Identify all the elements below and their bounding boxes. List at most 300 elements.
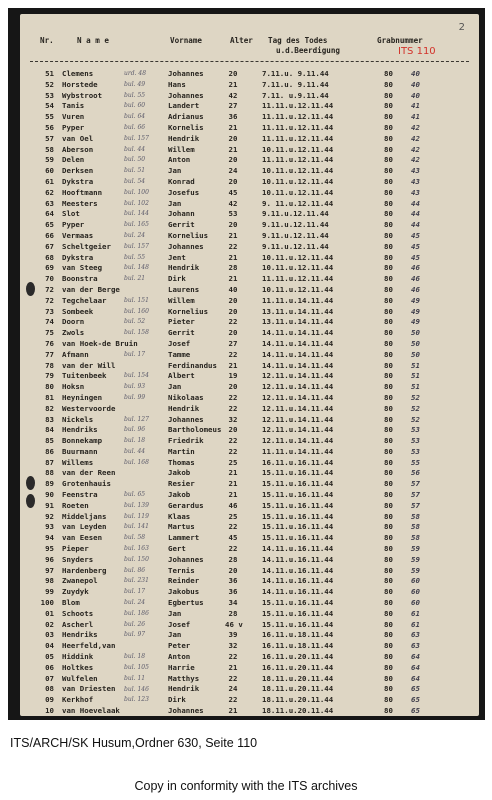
row-first-name: Kornelis xyxy=(168,122,204,132)
row-handwritten-note: bul. 54 xyxy=(124,177,146,185)
table-row xyxy=(20,576,479,587)
row-number: 09 xyxy=(45,695,54,705)
row-grave-section: 80 xyxy=(384,706,393,716)
table-row xyxy=(20,684,479,695)
row-handwritten-note: bul. 96 xyxy=(124,426,146,434)
row-first-name: Jent xyxy=(168,252,186,262)
row-age: 22 xyxy=(228,544,238,554)
row-number: 08 xyxy=(45,684,54,694)
row-number: 61 xyxy=(45,176,54,186)
row-death-burial-date: 12.11.u.14.11.44 xyxy=(262,414,334,424)
row-number: 74 xyxy=(45,317,54,327)
row-handwritten-note: bul. 157 xyxy=(124,242,149,250)
row-handwritten-note: bul. 99 xyxy=(124,393,146,401)
row-age: 21 xyxy=(228,252,238,262)
table-row xyxy=(20,393,479,404)
row-number: 96 xyxy=(45,554,54,564)
table-row xyxy=(20,145,479,156)
row-death-burial-date: 14.11.u.14.11.44 xyxy=(262,360,334,370)
row-age: 20 xyxy=(228,565,238,575)
row-death-burial-date: 12.11.u.14.11.44 xyxy=(262,371,334,381)
row-grave-number: 52 xyxy=(411,392,420,402)
row-grave-number: 60 xyxy=(411,598,420,608)
row-surname: Delen xyxy=(62,155,85,165)
row-number: 87 xyxy=(45,457,54,467)
row-grave-section: 80 xyxy=(384,274,393,284)
row-grave-number: 59 xyxy=(411,554,420,564)
row-grave-section: 80 xyxy=(384,533,393,543)
row-first-name: Dirk xyxy=(168,274,186,284)
document-scan xyxy=(8,8,485,720)
row-handwritten-note: bul. 97 xyxy=(124,631,146,639)
row-first-name: Landert xyxy=(168,101,200,111)
row-age: 34 xyxy=(228,598,238,608)
row-first-name: Ternis xyxy=(168,565,195,575)
row-death-burial-date: 14.11.u.14.11.44 xyxy=(262,349,334,359)
row-death-burial-date: 11.11.u.12.11.44 xyxy=(262,101,334,111)
row-surname: Hendriks xyxy=(62,630,98,640)
row-grave-number: 46 xyxy=(411,284,420,294)
column-tag-line1: Tag des Todes xyxy=(268,36,328,45)
row-grave-number: 42 xyxy=(411,155,420,165)
row-first-name: Kornelius xyxy=(168,230,209,240)
row-grave-number: 58 xyxy=(411,522,420,532)
row-surname: Westervoorde xyxy=(62,403,116,413)
row-surname: Doorn xyxy=(62,317,85,327)
row-handwritten-note: urd. 48 xyxy=(124,70,147,77)
row-surname: van Eesen xyxy=(62,533,103,543)
row-handwritten-note: bul. 165 xyxy=(124,221,149,229)
row-number: 68 xyxy=(45,252,54,262)
row-first-name: Reinder xyxy=(168,576,200,586)
row-grave-number: 57 xyxy=(411,479,420,489)
row-handwritten-note: bul. 24 xyxy=(124,231,146,239)
row-number: 03 xyxy=(45,630,54,640)
row-number: 72 xyxy=(45,284,54,294)
row-surname: Pyper xyxy=(62,220,85,230)
row-grave-section: 80 xyxy=(384,360,393,370)
row-surname: van der Reen xyxy=(62,468,116,478)
table-row xyxy=(20,242,479,253)
row-age: 21 xyxy=(228,468,238,478)
row-death-burial-date: 12.11.u.14.11.44 xyxy=(262,436,334,446)
row-death-burial-date: 14.11.u.16.11.44 xyxy=(262,565,334,575)
column-alter: Alter xyxy=(230,36,253,45)
row-grave-section: 80 xyxy=(384,166,393,176)
row-grave-section: 80 xyxy=(384,252,393,262)
row-age: 22 xyxy=(228,673,238,683)
table-row xyxy=(20,501,479,512)
row-surname: Heyningen xyxy=(62,392,103,402)
row-grave-section: 80 xyxy=(384,155,393,165)
row-grave-number: 64 xyxy=(411,652,420,662)
row-number: 92 xyxy=(45,511,54,521)
row-age: 22 xyxy=(228,695,238,705)
row-grave-number: 60 xyxy=(411,576,420,586)
archive-caption: ITS/ARCH/SK Husum,Ordner 630, Seite 110 xyxy=(10,736,258,750)
row-number: 84 xyxy=(45,425,54,435)
row-death-burial-date: 10.11.u.12.11.44 xyxy=(262,166,334,176)
row-grave-number: 56 xyxy=(411,468,420,478)
row-number: 10 xyxy=(45,706,54,716)
row-death-burial-date: 18.11.u.20.11.44 xyxy=(262,684,334,694)
table-row xyxy=(20,371,479,382)
row-number: 75 xyxy=(45,328,54,338)
row-number: 91 xyxy=(45,500,54,510)
handwritten-footnote: bul. 146 xyxy=(124,686,149,693)
row-grave-section: 80 xyxy=(384,90,393,100)
row-first-name: Johannes xyxy=(168,90,204,100)
row-number: 100 xyxy=(40,598,54,608)
row-first-name: Nikolaas xyxy=(168,392,204,402)
row-age: 22 xyxy=(228,403,238,413)
row-surname: Willems xyxy=(62,457,94,467)
row-grave-number: 64 xyxy=(411,673,420,683)
row-death-burial-date: 10.11.u.12.11.44 xyxy=(262,187,334,197)
table-row xyxy=(20,209,479,220)
row-grave-section: 80 xyxy=(384,522,393,532)
row-death-burial-date: 13.11.u.14.11.44 xyxy=(262,306,334,316)
row-grave-number: 45 xyxy=(411,230,420,240)
row-grave-section: 80 xyxy=(384,101,393,111)
row-first-name: Ferdinandus xyxy=(168,360,217,370)
row-grave-section: 80 xyxy=(384,220,393,230)
row-surname: Ascherl xyxy=(62,619,94,629)
row-number: 83 xyxy=(45,414,54,424)
row-handwritten-note: bul. 55 xyxy=(124,253,146,261)
row-number: 59 xyxy=(45,155,54,165)
row-number: 78 xyxy=(45,360,54,370)
row-surname: Scheltgeier xyxy=(62,241,111,251)
row-surname: van Leyden xyxy=(62,522,107,532)
row-number: 85 xyxy=(45,436,54,446)
row-death-burial-date: 7.11.u. 9.11.44 xyxy=(262,79,329,89)
row-number: 55 xyxy=(45,112,54,122)
table-row xyxy=(20,447,479,458)
row-death-burial-date: 9.11.u.12.11.44 xyxy=(262,209,329,219)
row-age: 22 xyxy=(228,436,238,446)
table-row xyxy=(20,134,479,145)
row-first-name: Johannes xyxy=(168,414,204,424)
row-grave-section: 80 xyxy=(384,619,393,629)
row-number: 95 xyxy=(45,544,54,554)
row-grave-section: 80 xyxy=(384,436,393,446)
table-row xyxy=(20,220,479,231)
row-handwritten-note: bul. 21 xyxy=(124,275,146,283)
row-grave-section: 80 xyxy=(384,187,393,197)
row-grave-section: 80 xyxy=(384,198,393,208)
row-age: 32 xyxy=(228,414,238,424)
row-death-burial-date: 14.11.u.16.11.44 xyxy=(262,544,334,554)
row-surname: Wybstroot xyxy=(62,90,103,100)
row-age: 42 xyxy=(228,198,238,208)
row-number: 02 xyxy=(45,619,54,629)
row-death-burial-date: 15.11.u.16.11.44 xyxy=(262,608,334,618)
row-number: 53 xyxy=(45,90,54,100)
row-first-name: Anton xyxy=(168,652,191,662)
row-grave-number: 49 xyxy=(411,295,420,305)
row-number: 62 xyxy=(45,187,54,197)
row-number: 63 xyxy=(45,198,54,208)
row-grave-number: 43 xyxy=(411,187,420,197)
row-handwritten-note: bul. 26 xyxy=(124,620,146,628)
row-age: 25 xyxy=(228,457,238,467)
row-grave-section: 80 xyxy=(384,490,393,500)
row-first-name: Gerrit xyxy=(168,220,195,230)
row-grave-section: 80 xyxy=(384,112,393,122)
row-death-burial-date: 15.11.u.16.11.44 xyxy=(262,500,334,510)
row-death-burial-date: 11.11.u.12.11.44 xyxy=(262,112,334,122)
column-tag-line2: u.d.Beerdigung xyxy=(276,46,341,55)
row-grave-section: 80 xyxy=(384,133,393,143)
row-grave-number: 40 xyxy=(411,69,420,78)
row-surname: Zwanepol xyxy=(62,576,98,586)
row-number: 64 xyxy=(45,209,54,219)
table-row xyxy=(20,566,479,577)
row-grave-number: 44 xyxy=(411,220,420,230)
row-surname: Dykstra xyxy=(62,252,94,262)
row-grave-section: 80 xyxy=(384,144,393,154)
row-surname: Afmann xyxy=(62,349,89,359)
row-surname: Tegchelaar xyxy=(62,295,107,305)
row-age: 20 xyxy=(228,425,238,435)
row-age: 39 xyxy=(228,630,238,640)
row-death-burial-date: 11.11.u.14.11.44 xyxy=(262,446,334,456)
row-death-burial-date: 11.11.u.12.11.44 xyxy=(262,274,334,284)
row-first-name: Jakob xyxy=(168,490,191,500)
row-grave-number: 51 xyxy=(411,360,420,370)
row-grave-number: 60 xyxy=(411,587,420,597)
row-surname: van Hoevelaak xyxy=(62,706,120,716)
row-number: 56 xyxy=(45,122,54,132)
row-handwritten-note: bul. 186 xyxy=(124,609,149,617)
row-death-burial-date: 9.11.u.12.11.44 xyxy=(262,220,329,230)
row-number: 73 xyxy=(45,306,54,316)
row-first-name: Martin xyxy=(168,446,195,456)
row-first-name: Albert xyxy=(168,371,195,381)
row-first-name: Josef xyxy=(168,338,191,348)
table-row xyxy=(20,101,479,112)
row-age: 20 xyxy=(228,220,238,230)
row-first-name: Josefus xyxy=(168,187,200,197)
row-age: 45 xyxy=(228,533,238,543)
row-grave-number: 49 xyxy=(411,306,420,316)
punch-hole xyxy=(26,476,35,490)
row-death-burial-date: 16.11.u.20.11.44 xyxy=(262,662,334,672)
punch-hole xyxy=(26,282,35,296)
row-age: 36 xyxy=(228,587,238,597)
row-death-burial-date: 9. 11.u.12.11.44 xyxy=(262,198,334,208)
row-surname: Middeljans xyxy=(62,511,107,521)
row-surname: Zuydyk xyxy=(62,587,89,597)
row-first-name: Gerardus xyxy=(168,500,204,510)
row-grave-section: 80 xyxy=(384,576,393,586)
row-handwritten-note: bul. 141 xyxy=(124,523,149,531)
row-first-name: Harrie xyxy=(168,662,195,672)
row-number: 05 xyxy=(45,652,54,662)
row-grave-section: 80 xyxy=(384,209,393,219)
row-number: 76 xyxy=(45,338,54,348)
table-row xyxy=(20,706,479,716)
row-grave-number: 57 xyxy=(411,500,420,510)
table-row xyxy=(20,274,479,285)
table-row xyxy=(20,404,479,415)
row-number: 52 xyxy=(45,79,54,89)
table-header xyxy=(20,36,479,62)
row-first-name: Johannes xyxy=(168,69,204,78)
row-handwritten-note: bul. 86 xyxy=(124,566,146,574)
row-first-name: Johannes xyxy=(168,706,204,716)
column-vorname: Vorname xyxy=(170,36,203,45)
row-grave-section: 80 xyxy=(384,587,393,597)
row-first-name: Anton xyxy=(168,155,191,165)
row-death-burial-date: 18.11.u.20.11.44 xyxy=(262,673,334,683)
table-row xyxy=(20,328,479,339)
row-first-name: Hendrik xyxy=(168,403,200,413)
row-age: 22 xyxy=(228,241,238,251)
table-row xyxy=(20,177,479,188)
column-name: N a m e xyxy=(77,36,110,45)
row-grave-section: 80 xyxy=(384,414,393,424)
table-row xyxy=(20,436,479,447)
row-handwritten-note: bul. 58 xyxy=(124,534,146,542)
row-grave-section: 80 xyxy=(384,673,393,683)
row-surname: Tanis xyxy=(62,101,85,111)
row-age: 22 xyxy=(228,446,238,456)
table-row xyxy=(20,123,479,134)
row-first-name: Hendrik xyxy=(168,133,200,143)
table-row xyxy=(20,80,479,91)
row-handwritten-note: bul. 52 xyxy=(124,318,146,326)
row-surname: Roeten xyxy=(62,500,89,510)
row-age: 20 xyxy=(228,176,238,186)
row-handwritten-note: bul. 151 xyxy=(124,296,149,304)
punch-hole xyxy=(26,494,35,508)
table-row xyxy=(20,263,479,274)
column-grabnummer: Grabnummer xyxy=(377,36,423,45)
table-row xyxy=(20,587,479,598)
row-death-burial-date: 10.11.u.12.11.44 xyxy=(262,252,334,262)
row-number: 90 xyxy=(45,490,54,500)
row-grave-section: 80 xyxy=(384,468,393,478)
row-surname: Hiddink xyxy=(62,652,94,662)
row-handwritten-note: bul. 160 xyxy=(124,307,149,315)
table-row xyxy=(20,361,479,372)
row-handwritten-note: bul. 17 xyxy=(124,588,146,596)
row-first-name: Gert xyxy=(168,544,186,554)
table-row xyxy=(20,544,479,555)
row-age: 42 xyxy=(228,90,238,100)
table-row xyxy=(20,285,479,296)
row-grave-section: 80 xyxy=(384,652,393,662)
row-grave-number: 51 xyxy=(411,382,420,392)
row-grave-number: 53 xyxy=(411,425,420,435)
row-grave-section: 80 xyxy=(384,479,393,489)
row-death-burial-date: 15.11.u.16.11.44 xyxy=(262,479,334,489)
table-row xyxy=(20,155,479,166)
table-row xyxy=(20,620,479,631)
row-number: 65 xyxy=(45,220,54,230)
row-death-burial-date: 15.11.u.16.11.44 xyxy=(262,468,334,478)
row-surname: Sombeek xyxy=(62,306,94,316)
row-surname: Nickels xyxy=(62,414,94,424)
row-grave-section: 80 xyxy=(384,69,393,78)
row-age: 21 xyxy=(228,479,238,489)
row-surname: Tuitenbeek xyxy=(62,371,107,381)
table-row xyxy=(20,641,479,652)
row-number: 99 xyxy=(45,587,54,597)
row-grave-section: 80 xyxy=(384,403,393,413)
row-first-name: Peter xyxy=(168,641,191,651)
row-surname: Buurmann xyxy=(62,446,98,456)
row-age: 19 xyxy=(228,371,238,381)
row-death-burial-date: 14.11.u.16.11.44 xyxy=(262,587,334,597)
row-handwritten-note: bul. 60 xyxy=(124,102,146,110)
row-age: 40 xyxy=(228,284,238,294)
row-death-burial-date: 7.11. u.9.11.44 xyxy=(262,90,329,100)
row-surname: Wulfelen xyxy=(62,673,98,683)
row-first-name: Jan xyxy=(168,166,182,176)
row-grave-number: 55 xyxy=(411,457,420,467)
row-surname: van Driesten xyxy=(62,684,116,694)
row-death-burial-date: 9.11.u.12.11.44 xyxy=(262,230,329,240)
row-grave-section: 80 xyxy=(384,349,393,359)
row-first-name: Johannes xyxy=(168,241,204,251)
row-grave-section: 80 xyxy=(384,79,393,89)
row-number: 93 xyxy=(45,522,54,532)
row-first-name: Matthys xyxy=(168,673,200,683)
table-row xyxy=(20,166,479,177)
row-grave-number: 51 xyxy=(411,371,420,381)
row-grave-section: 80 xyxy=(384,662,393,672)
row-handwritten-note: bul. 144 xyxy=(124,210,149,218)
row-grave-number: 58 xyxy=(411,533,420,543)
row-handwritten-note: bul. 50 xyxy=(124,156,146,164)
row-age: 46 v xyxy=(225,619,243,629)
row-number: 88 xyxy=(45,468,54,478)
row-surname: Schoots xyxy=(62,608,94,618)
row-handwritten-note: bul. 119 xyxy=(124,512,149,520)
row-number: 94 xyxy=(45,533,54,543)
row-grave-section: 80 xyxy=(384,565,393,575)
row-surname: Feenstra xyxy=(62,490,98,500)
row-death-burial-date: 10.11.u.12.11.44 xyxy=(262,263,334,273)
row-handwritten-note: bul. 44 xyxy=(124,447,146,455)
row-age: 20 xyxy=(228,133,238,143)
row-age: 20 xyxy=(228,69,238,78)
row-number: 07 xyxy=(45,673,54,683)
table-row xyxy=(20,479,479,490)
row-grave-section: 80 xyxy=(384,446,393,456)
row-grave-number: 52 xyxy=(411,414,420,424)
row-handwritten-note: bul. 157 xyxy=(124,134,149,142)
row-grave-section: 80 xyxy=(384,382,393,392)
row-first-name: Jan xyxy=(168,630,182,640)
row-grave-section: 80 xyxy=(384,230,393,240)
row-handwritten-note: bul. 168 xyxy=(124,458,149,466)
row-first-name: Jan xyxy=(168,198,182,208)
row-grave-section: 80 xyxy=(384,392,393,402)
row-number: 06 xyxy=(45,662,54,672)
row-handwritten-note: bul. 158 xyxy=(124,329,149,337)
row-surname: van der Will xyxy=(62,360,116,370)
row-grave-number: 44 xyxy=(411,209,420,219)
row-death-burial-date: 13.11.u.14.11.44 xyxy=(262,317,334,327)
row-first-name: Willem xyxy=(168,144,195,154)
row-age: 25 xyxy=(228,511,238,521)
row-first-name: Adrianus xyxy=(168,112,204,122)
row-surname: Kerkhof xyxy=(62,695,94,705)
